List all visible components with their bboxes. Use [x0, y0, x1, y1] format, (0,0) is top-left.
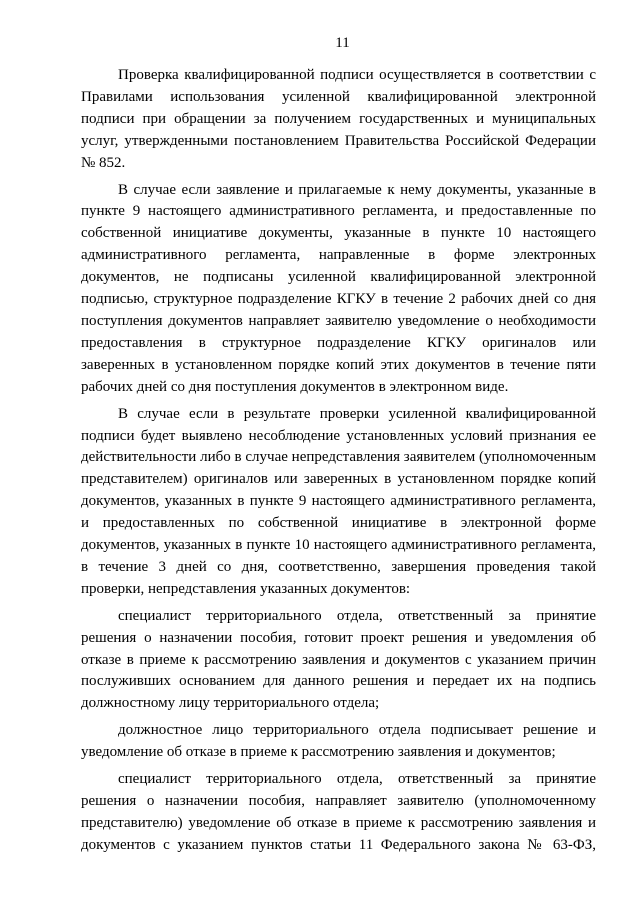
paragraph-verification-failure: В случае если в результате проверки усиленной квалифицированной подписи будет выявлено несоблюдение установленных условий признания ее действительности либо в случае непредставления заявителем (уполномоченным представителем) оригиналов или заверенных в установленном порядке копий документов, указанных в пункте 9 настоящего административного регламента, и предоставленных по собственной инициативе в электронной форме документов, указанных в пункте 10 настоящего административного регламента, в течение 3 дней со дня, соответственно, завершения проведения такой проверки, непредставления указанных документов:: [81, 405, 596, 597]
paragraph-specialist-sends-refusal: специалист территориального отдела, ответственный за принятие решения о назначении пособия, направляет заявителю (уполномоченному представителю) уведомление об отказе в приеме к рассмотрению заявления и документов с указанием пунктов статьи 11 Федерального закона № 63-ФЗ,: [81, 771, 596, 853]
paragraph-specialist-prepares-refusal: специалист территориального отдела, ответственный за принятие решения о назначении пособия, готовит проект решения и уведомления об отказе в приеме к рассмотрению заявления и документов с указанием причин послуживших основанием для данного решения и передает их на подпись должностному лицу территориального отдела;: [81, 607, 596, 712]
paragraph-unsigned-documents: В случае если заявление и прилагаемые к нему документы, указанные в пункте 9 настоящего административного регламента, и предоставленные по собственной инициативе документы, указанные в пункте 10 настоящего административного регламента, направленные в форме электронных документов, не подписаны усиленной квалифицированной электронной подписью, структурное подразделение КГКУ в течение 2 рабочих дней со дня поступления документов направляет заявителю уведомление о необходимости предоставления в структурное подразделение КГКУ оригиналов или заверенных в установленном порядке копий этих документов в течение пяти рабочих дней со дня поступления документов в электронном виде.: [81, 181, 596, 395]
paragraph-official-signs-refusal: должностное лицо территориального отдела подписывает решение и уведомление об отказе в приеме к рассмотрению заявления и документов;: [81, 722, 596, 761]
paragraph-signature-verification: Проверка квалифицированной подписи осуществляется в соответствии с Правилами использования усиленной квалифицированной электронной подписи при обращении за получением государственных и муниципальных услуг, утвержденными постановлением Правительства Российской Федерации № 852.: [81, 67, 596, 171]
page-number: 11: [335, 35, 350, 51]
document-body: [81, 65, 596, 857]
